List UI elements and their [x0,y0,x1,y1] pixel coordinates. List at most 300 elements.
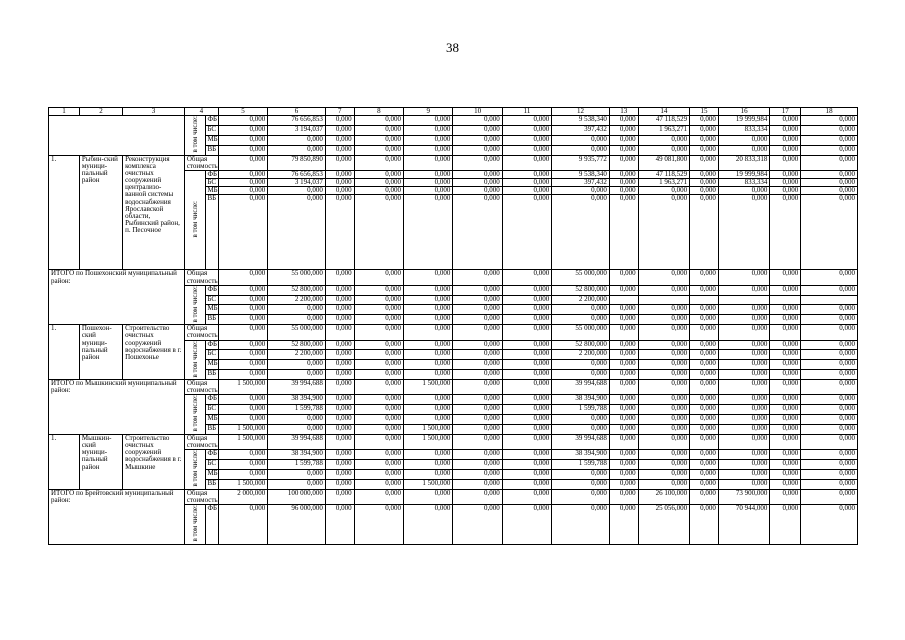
value-cell: 0,000 [718,285,769,295]
column-header: 1 [49,108,80,116]
value-cell [690,295,719,305]
funding-source-code: ФБ [207,170,218,178]
value-cell: 0,000 [609,179,638,187]
value-cell: 0,000 [718,350,769,360]
value-cell: 0,000 [609,305,638,315]
value-cell: 0,000 [770,195,801,270]
value-cell: 0,000 [552,315,610,325]
value-cell: 833,334 [718,179,769,187]
value-cell: 0,000 [325,360,354,370]
value-cell: 0,000 [690,145,719,155]
total-cost-label: Общая стоимость [184,435,218,450]
project-number: 1. [49,325,80,380]
value-cell: 0,000 [638,305,689,315]
value-cell: 0,000 [609,171,638,179]
value-cell: 0,000 [690,415,719,425]
value-cell: 0,000 [801,340,858,350]
value-cell: 0,000 [801,305,858,315]
value-cell: 0,000 [218,295,267,305]
rotated-label: в том числе: [190,285,199,323]
value-cell: 0,000 [638,435,689,450]
value-cell: 0,000 [502,126,551,136]
value-cell: 0,000 [718,415,769,425]
value-cell: 0,000 [325,171,354,179]
value-cell: 0,000 [325,187,354,195]
value-cell: 0,000 [690,470,719,480]
value-cell: 0,000 [552,415,610,425]
value-cell: 0,000 [801,460,858,470]
value-cell: 0,000 [218,415,267,425]
value-cell: 0,000 [268,145,326,155]
value-cell: 0,000 [354,145,403,155]
value-cell: 0,000 [770,116,801,126]
value-cell: 0,000 [354,305,403,315]
column-header: 5 [218,108,267,116]
value-cell: 55 000,000 [268,270,326,285]
value-cell: 19 999,984 [718,116,769,126]
value-cell: 9 538,340 [552,171,610,179]
value-cell: 0,000 [453,187,502,195]
value-cell: 1 500,000 [404,425,453,435]
value-cell: 0,000 [354,325,403,340]
value-cell: 0,000 [453,479,502,489]
value-cell: 0,000 [718,405,769,415]
value-cell: 0,000 [638,325,689,340]
value-cell: 0,000 [404,187,453,195]
value-cell: 0,000 [354,425,403,435]
value-cell: 0,000 [354,370,403,380]
value-cell: 39 994,688 [268,380,326,395]
value-cell: 0,000 [502,505,551,545]
value-cell: 0,000 [770,405,801,415]
value-cell: 0,000 [502,315,551,325]
value-cell: 0,000 [502,155,551,170]
column-header: 15 [690,108,719,116]
value-cell: 0,000 [770,155,801,170]
value-cell: 0,000 [638,460,689,470]
value-cell: 0,000 [552,135,610,145]
value-cell: 0,000 [453,195,502,270]
column-header: 9 [404,108,453,116]
value-cell: 0,000 [453,380,502,395]
value-cell: 0,000 [453,325,502,340]
value-cell: 0,000 [770,126,801,136]
value-cell: 0,000 [502,116,551,126]
value-cell [718,295,769,305]
value-cell: 0,000 [218,305,267,315]
funding-source-code: ВБ [206,315,218,325]
value-cell: 1 599,788 [268,460,326,470]
value-cell: 0,000 [325,315,354,325]
value-cell: 0,000 [325,505,354,545]
column-header: 8 [354,108,403,116]
value-cell: 1 500,000 [218,435,267,450]
value-cell: 0,000 [690,360,719,370]
value-cell: 0,000 [609,405,638,415]
value-cell: 0,000 [404,505,453,545]
page-number: 38 [446,40,459,55]
value-cell: 52 800,000 [268,340,326,350]
value-cell: 2 000,000 [218,489,267,504]
value-cell: 52 800,000 [552,340,610,350]
rotated-label: в том числе: [190,340,199,377]
district-total-row [49,380,858,395]
rotated-label: в том числе: [190,395,199,432]
total-cost-label: Общая стоимость [184,380,218,395]
column-header: 6 [268,108,326,116]
value-cell: 0,000 [690,460,719,470]
value-cell: 0,000 [801,325,858,340]
value-cell: 0,000 [609,116,638,126]
value-cell: 397,432 [552,126,610,136]
value-cell: 0,000 [770,145,801,155]
value-cell: 0,000 [218,135,267,145]
value-cell: 0,000 [354,489,403,504]
value-cell: 0,000 [801,425,858,435]
value-cell: 0,000 [354,135,403,145]
value-cell: 0,000 [453,145,502,155]
value-cell: 0,000 [325,415,354,425]
funding-source-code: ФБ [206,285,218,295]
value-cell: 0,000 [325,285,354,295]
value-cell: 0,000 [690,380,719,395]
value-cell: 0,000 [502,370,551,380]
funding-source-code: МБ [206,415,218,425]
value-cell: 0,000 [552,195,610,270]
value-cell: 0,000 [325,270,354,285]
value-cell: 0,000 [801,145,858,155]
value-cell: 0,000 [325,179,354,187]
value-cell: 0,000 [770,315,801,325]
value-cell: 0,000 [218,470,267,480]
value-cell: 0,000 [453,135,502,145]
value-cell: 0,000 [690,116,719,126]
column-header: 3 [123,108,185,116]
value-cell: 0,000 [325,350,354,360]
value-cell: 0,000 [453,415,502,425]
value-cell: 1 599,788 [552,405,610,415]
value-cell: 0,000 [502,195,551,270]
value-cell: 55 000,000 [268,325,326,340]
value-cell: 47 118,529 [638,116,689,126]
value-cell: 0,000 [404,460,453,470]
value-cell: 0,000 [718,145,769,155]
value-cell: 0,000 [638,395,689,405]
value-cell: 0,000 [453,425,502,435]
value-cell: 0,000 [801,489,858,504]
value-cell: 0,000 [354,360,403,370]
value-cell: 0,000 [718,187,769,195]
value-cell: 0,000 [453,505,502,545]
value-cell: 0,000 [502,171,551,179]
value-cell: 0,000 [453,315,502,325]
value-cell: 0,000 [609,470,638,480]
value-cell: 0,000 [638,315,689,325]
value-cell: 3 194,037 [268,126,326,136]
value-cell: 0,000 [218,195,267,270]
value-cell: 0,000 [770,505,801,545]
value-cell: 0,000 [690,505,719,545]
value-cell: 0,000 [609,415,638,425]
value-cell: 0,000 [801,350,858,360]
value-cell: 0,000 [354,450,403,460]
rotated-label: в том числе: [190,116,199,153]
value-cell: 0,000 [404,405,453,415]
value-cell: 0,000 [638,145,689,155]
value-cell: 0,000 [609,425,638,435]
value-cell: 0,000 [404,126,453,136]
value-cell: 0,000 [609,360,638,370]
value-cell: 0,000 [404,470,453,480]
funding-source-code: ВБ [206,145,218,155]
rotated-label-cell [184,395,206,435]
value-cell: 39 994,688 [552,435,610,450]
value-cell: 0,000 [609,270,638,285]
column-header: 18 [801,108,858,116]
value-cell: 0,000 [690,126,719,136]
funding-source-code: БС [206,460,218,470]
value-cell: 0,000 [453,489,502,504]
value-cell: 0,000 [354,395,403,405]
value-cell: 0,000 [453,179,502,187]
value-cell: 0,000 [770,171,801,179]
value-cell: 0,000 [218,285,267,295]
value-cell: 0,000 [801,195,858,270]
value-cell: 0,000 [453,395,502,405]
value-cell: 0,000 [502,340,551,350]
value-cell: 0,000 [354,179,403,187]
funding-source-code: БС [206,405,218,415]
value-cell: 38 394,900 [552,450,610,460]
value-cell: 0,000 [453,350,502,360]
blank-cell [49,116,185,156]
column-header: 17 [770,108,801,116]
funding-source-code: БС [206,126,218,136]
rotated-label-cell [184,450,206,490]
funding-source-code: ФБ [206,116,218,126]
funding-source-code: ФБ [206,340,218,350]
rotated-label: в том числе: [190,450,199,487]
value-cell: 0,000 [801,435,858,450]
value-cell: 0,000 [325,489,354,504]
rotated-label: в том числе: [190,200,199,238]
value-cell: 76 656,853 [268,116,326,126]
value-cell: 0,000 [638,425,689,435]
value-cell: 0,000 [638,380,689,395]
value-cell: 0,000 [718,435,769,450]
value-cell: 0,000 [638,270,689,285]
value-cell: 0,000 [404,350,453,360]
value-cell: 0,000 [453,360,502,370]
value-cell: 0,000 [718,395,769,405]
value-cell: 0,000 [770,350,801,360]
value-cell: 20 833,318 [718,155,769,170]
value-cell: 0,000 [268,315,326,325]
value-cell: 0,000 [453,340,502,350]
value-cell: 0,000 [354,460,403,470]
value-cell: 0,000 [325,425,354,435]
value-cell: 0,000 [690,315,719,325]
value-cell: 0,000 [502,395,551,405]
value-cell: 0,000 [354,505,403,545]
value-cell: 0,000 [690,425,719,435]
district-total-row [49,489,858,504]
value-cell: 0,000 [718,470,769,480]
value-cell: 0,000 [609,370,638,380]
value-cell: 0,000 [354,116,403,126]
value-cell: 26 100,000 [638,489,689,504]
value-cell: 9 935,772 [552,155,610,170]
district-name: Мышкин-ский муници-пальный район [79,435,122,490]
value-cell: 0,000 [453,450,502,460]
value-cell: 0,000 [453,126,502,136]
value-cell: 0,000 [453,470,502,480]
value-cell: 0,000 [690,489,719,504]
value-cell: 0,000 [502,305,551,315]
value-cell: 0,000 [268,187,326,195]
column-header: 4 [184,108,218,116]
value-cell: 0,000 [638,187,689,195]
value-cell: 0,000 [404,450,453,460]
value-cell: 0,000 [325,405,354,415]
value-cell: 1 500,000 [404,380,453,395]
column-header: 2 [79,108,122,116]
value-cell: 0,000 [690,285,719,295]
project-number: 1. [49,435,80,490]
value-cell: 0,000 [354,285,403,295]
district-total-label: ИТОГО по Пошехонский муниципальный район: [49,270,185,325]
value-cell: 0,000 [404,305,453,315]
value-cell: 0,000 [325,155,354,170]
value-cell: 96 000,000 [268,505,326,545]
value-cell: 1 500,000 [218,380,267,395]
value-cell: 0,000 [770,360,801,370]
value-cell: 0,000 [609,126,638,136]
funding-source-code: МБ [206,305,218,315]
value-cell: 0,000 [718,450,769,460]
value-cell: 2 200,000 [552,350,610,360]
funding-source-code: ВБ [206,195,218,270]
value-cell: 0,000 [354,340,403,350]
value-cell: 0,000 [638,285,689,295]
funding-source-code: БС [206,179,218,187]
value-cell: 0,000 [609,350,638,360]
value-cell: 0,000 [770,187,801,195]
value-cell: 0,000 [404,195,453,270]
value-cell: 0,000 [218,405,267,415]
value-cell: 0,000 [718,479,769,489]
value-cell: 0,000 [354,470,403,480]
value-cell: 0,000 [690,135,719,145]
value-cell: 0,000 [268,479,326,489]
value-cell: 0,000 [552,305,610,315]
value-cell: 0,000 [609,460,638,470]
column-header: 14 [638,108,689,116]
value-cell: 0,000 [770,479,801,489]
value-cell: 0,000 [325,450,354,460]
funding-source-code: ФБ [206,450,218,460]
value-cell: 0,000 [718,360,769,370]
value-cell: 0,000 [690,305,719,315]
value-cell: 0,000 [770,460,801,470]
value-cell: 0,000 [638,350,689,360]
value-cell: 0,000 [552,489,610,504]
value-cell: 0,000 [552,145,610,155]
total-cost-label: Общая стоимость [184,489,218,504]
value-cell: 0,000 [801,135,858,145]
value-cell: 0,000 [801,450,858,460]
value-cell: 0,000 [690,155,719,170]
value-cell: 0,000 [404,295,453,305]
value-cell: 0,000 [502,295,551,305]
value-cell: 0,000 [502,435,551,450]
value-cell: 0,000 [218,350,267,360]
value-cell [770,295,801,305]
value-cell: 0,000 [801,370,858,380]
source-row [49,116,858,126]
value-cell: 0,000 [404,270,453,285]
value-cell: 0,000 [218,370,267,380]
column-header: 10 [453,108,502,116]
value-cell: 38 394,900 [268,395,326,405]
value-cell: 0,000 [552,360,610,370]
project-name: Строительство очистных сооружений водоснабжения в г. Пошехонье [123,325,185,380]
value-cell: 0,000 [404,179,453,187]
value-cell: 0,000 [770,340,801,350]
value-cell: 0,000 [354,380,403,395]
value-cell: 25 056,000 [638,505,689,545]
value-cell: 55 000,000 [552,270,610,285]
value-cell: 0,000 [268,195,326,270]
value-cell: 0,000 [502,380,551,395]
value-cell: 0,000 [404,116,453,126]
value-cell: 1 599,788 [268,405,326,415]
value-cell: 0,000 [690,435,719,450]
value-cell: 0,000 [638,135,689,145]
value-cell: 0,000 [502,489,551,504]
value-cell: 0,000 [638,195,689,270]
value-cell: 0,000 [552,425,610,435]
value-cell: 0,000 [770,470,801,480]
value-cell: 0,000 [638,340,689,350]
value-cell: 0,000 [770,415,801,425]
funding-source-code: ФБ [206,505,218,545]
value-cell: 79 850,890 [268,155,326,170]
value-cell: 0,000 [404,155,453,170]
value-cell: 0,000 [218,116,267,126]
value-cell: 0,000 [609,395,638,405]
value-cell: 0,000 [801,380,858,395]
value-cell: 0,000 [718,195,769,270]
value-cell: 0,000 [552,187,610,195]
value-cell: 0,000 [354,126,403,136]
value-cell: 0,000 [268,470,326,480]
value-cell: 0,000 [218,270,267,285]
value-cell: 0,000 [690,405,719,415]
value-cell: 0,000 [502,460,551,470]
value-cell: 0,000 [218,340,267,350]
value-cell: 0,000 [801,270,858,285]
value-cell: 1 963,271 [638,179,689,187]
value-cell: 0,000 [218,145,267,155]
value-cell: 0,000 [453,305,502,315]
project-total-row [49,155,858,170]
value-cell: 47 118,529 [638,171,689,179]
value-cell: 0,000 [770,425,801,435]
value-cell: 0,000 [218,360,267,370]
value-cell: 0,000 [609,340,638,350]
value-cell: 0,000 [268,305,326,315]
